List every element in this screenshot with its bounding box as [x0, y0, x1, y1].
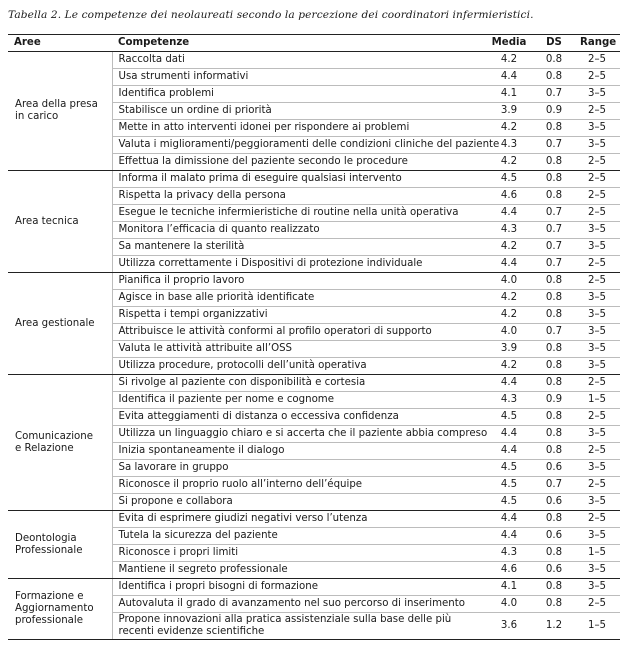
media-cell: 4.5: [484, 494, 534, 511]
range-cell: 3–5: [574, 307, 620, 324]
competence-cell: Utilizza un linguaggio chiaro e si accerta che il paziente abbia compreso: [112, 426, 484, 443]
competence-table: [8, 34, 620, 640]
table-row: [8, 511, 620, 528]
ds-cell: 0.8: [534, 511, 574, 528]
competence-cell: Evita atteggiamenti di distanza o eccessiva confidenza: [112, 409, 484, 426]
competence-cell: Mantiene il segreto professionale: [112, 562, 484, 579]
ds-cell: 0.8: [534, 409, 574, 426]
competence-cell: Raccolta dati: [112, 52, 484, 69]
media-cell: 4.2: [484, 290, 534, 307]
media-cell: 3.9: [484, 103, 534, 120]
ds-cell: 0.9: [534, 103, 574, 120]
competence-cell: Tutela la sicurezza del paziente: [112, 528, 484, 545]
competence-cell: Identifica il paziente per nome e cognome: [112, 392, 484, 409]
range-cell: 3–5: [574, 222, 620, 239]
ds-cell: 0.8: [534, 596, 574, 613]
area-label: Deontologia Professionale: [8, 511, 112, 579]
media-cell: 4.4: [484, 528, 534, 545]
media-cell: 4.2: [484, 307, 534, 324]
media-cell: 4.0: [484, 324, 534, 341]
range-cell: 3–5: [574, 239, 620, 256]
media-cell: 4.5: [484, 171, 534, 188]
ds-cell: 0.8: [534, 545, 574, 562]
range-cell: 2–5: [574, 205, 620, 222]
range-cell: 3–5: [574, 341, 620, 358]
media-cell: 4.4: [484, 256, 534, 273]
ds-cell: 0.8: [534, 290, 574, 307]
ds-cell: 0.7: [534, 324, 574, 341]
header-media: Media: [484, 35, 534, 52]
ds-cell: 0.7: [534, 239, 574, 256]
range-cell: 2–5: [574, 511, 620, 528]
competence-cell: Propone innovazioni alla pratica assistenziale sulla base delle più recenti evidenze scientifiche: [112, 613, 484, 640]
competence-cell: Riconosce i propri limiti: [112, 545, 484, 562]
ds-cell: 1.2: [534, 613, 574, 640]
media-cell: 3.9: [484, 341, 534, 358]
competence-cell: Inizia spontaneamente il dialogo: [112, 443, 484, 460]
table-body: [8, 52, 620, 640]
media-cell: 4.2: [484, 154, 534, 171]
media-cell: 4.3: [484, 392, 534, 409]
ds-cell: 0.6: [534, 460, 574, 477]
media-cell: 4.4: [484, 511, 534, 528]
range-cell: 2–5: [574, 69, 620, 86]
competence-cell: Informa il malato prima di eseguire qualsiasi intervento: [112, 171, 484, 188]
table-caption: Tabella 2. Le competenze dei neolaureati secondo la percezione dei coordinatori infermieristici.: [8, 9, 534, 21]
competence-cell: Sa lavorare in gruppo: [112, 460, 484, 477]
competence-cell: Valuta i miglioramenti/peggioramenti delle condizioni cliniche del paziente: [112, 137, 484, 154]
media-cell: 4.4: [484, 426, 534, 443]
range-cell: 3–5: [574, 494, 620, 511]
range-cell: 1–5: [574, 613, 620, 640]
range-cell: 3–5: [574, 358, 620, 375]
competence-cell: Identifica i propri bisogni di formazione: [112, 579, 484, 596]
header-aree: Aree: [8, 35, 112, 52]
range-cell: 2–5: [574, 103, 620, 120]
header-range: Range: [574, 35, 620, 52]
competence-cell: Pianifica il proprio lavoro: [112, 273, 484, 290]
ds-cell: 0.8: [534, 273, 574, 290]
media-cell: 4.3: [484, 137, 534, 154]
area-label: Area della presa in carico: [8, 52, 112, 171]
media-cell: 4.5: [484, 409, 534, 426]
header-ds: DS: [534, 35, 574, 52]
ds-cell: 0.8: [534, 120, 574, 137]
competence-cell: Riconosce il proprio ruolo all’interno dell’équipe: [112, 477, 484, 494]
media-cell: 4.6: [484, 188, 534, 205]
header-competenze: Competenze: [112, 35, 484, 52]
media-cell: 4.0: [484, 596, 534, 613]
table-row: [8, 579, 620, 596]
media-cell: 4.2: [484, 52, 534, 69]
ds-cell: 0.8: [534, 52, 574, 69]
competence-cell: Valuta le attività attribuite all’OSS: [112, 341, 484, 358]
ds-cell: 0.8: [534, 341, 574, 358]
media-cell: 4.1: [484, 86, 534, 103]
competence-cell: Usa strumenti informativi: [112, 69, 484, 86]
competence-cell: Mette in atto interventi idonei per rispondere ai problemi: [112, 120, 484, 137]
range-cell: 3–5: [574, 460, 620, 477]
competence-cell: Evita di esprimere giudizi negativi verso l’utenza: [112, 511, 484, 528]
ds-cell: 0.8: [534, 358, 574, 375]
competence-cell: Si rivolge al paziente con disponibilità e cortesia: [112, 375, 484, 392]
range-cell: 3–5: [574, 562, 620, 579]
media-cell: 4.2: [484, 239, 534, 256]
ds-cell: 0.7: [534, 256, 574, 273]
competence-cell: Autovaluta il grado di avanzamento nel suo percorso di inserimento: [112, 596, 484, 613]
range-cell: 3–5: [574, 324, 620, 341]
ds-cell: 0.9: [534, 392, 574, 409]
area-label: Formazione e Aggiornamento professionale: [8, 579, 112, 640]
media-cell: 4.1: [484, 579, 534, 596]
ds-cell: 0.8: [534, 171, 574, 188]
competence-cell: Attribuisce le attività conformi al profilo operatori di supporto: [112, 324, 484, 341]
media-cell: 4.5: [484, 460, 534, 477]
competence-cell: Effettua la dimissione del paziente secondo le procedure: [112, 154, 484, 171]
media-cell: 4.3: [484, 545, 534, 562]
range-cell: 2–5: [574, 409, 620, 426]
ds-cell: 0.6: [534, 494, 574, 511]
range-cell: 3–5: [574, 290, 620, 307]
competence-cell: Rispetta la privacy della persona: [112, 188, 484, 205]
ds-cell: 0.8: [534, 69, 574, 86]
competence-cell: Identifica problemi: [112, 86, 484, 103]
competence-cell: Stabilisce un ordine di priorità: [112, 103, 484, 120]
range-cell: 2–5: [574, 188, 620, 205]
range-cell: 2–5: [574, 256, 620, 273]
media-cell: 4.6: [484, 562, 534, 579]
ds-cell: 0.8: [534, 426, 574, 443]
ds-cell: 0.7: [534, 222, 574, 239]
ds-cell: 0.8: [534, 375, 574, 392]
media-cell: 4.2: [484, 358, 534, 375]
ds-cell: 0.7: [534, 137, 574, 154]
competence-cell: Agisce in base alle priorità identificate: [112, 290, 484, 307]
media-cell: 4.4: [484, 205, 534, 222]
ds-cell: 0.7: [534, 205, 574, 222]
range-cell: 2–5: [574, 443, 620, 460]
table-row: [8, 52, 620, 69]
area-label: Area gestionale: [8, 273, 112, 375]
ds-cell: 0.8: [534, 443, 574, 460]
ds-cell: 0.8: [534, 307, 574, 324]
range-cell: 3–5: [574, 137, 620, 154]
range-cell: 2–5: [574, 596, 620, 613]
ds-cell: 0.8: [534, 579, 574, 596]
competence-cell: Utilizza correttamente i Dispositivi di protezione individuale: [112, 256, 484, 273]
range-cell: 3–5: [574, 528, 620, 545]
range-cell: 3–5: [574, 120, 620, 137]
range-cell: 2–5: [574, 154, 620, 171]
media-cell: 4.2: [484, 120, 534, 137]
range-cell: 2–5: [574, 477, 620, 494]
range-cell: 1–5: [574, 392, 620, 409]
header-row: [8, 35, 620, 52]
range-cell: 2–5: [574, 171, 620, 188]
ds-cell: 0.8: [534, 188, 574, 205]
area-label: Comunicazione e Relazione: [8, 375, 112, 511]
media-cell: 4.4: [484, 69, 534, 86]
media-cell: 4.4: [484, 443, 534, 460]
range-cell: 3–5: [574, 86, 620, 103]
competence-cell: Sa mantenere la sterilità: [112, 239, 484, 256]
range-cell: 2–5: [574, 273, 620, 290]
ds-cell: 0.7: [534, 477, 574, 494]
competence-cell: Utilizza procedure, protocolli dell’unità operativa: [112, 358, 484, 375]
table-row: [8, 375, 620, 392]
ds-cell: 0.6: [534, 528, 574, 545]
ds-cell: 0.6: [534, 562, 574, 579]
media-cell: 4.4: [484, 375, 534, 392]
competence-cell: Monitora l’efficacia di quanto realizzato: [112, 222, 484, 239]
media-cell: 4.5: [484, 477, 534, 494]
competence-cell: Si propone e collabora: [112, 494, 484, 511]
media-cell: 4.0: [484, 273, 534, 290]
range-cell: 2–5: [574, 52, 620, 69]
media-cell: 4.3: [484, 222, 534, 239]
ds-cell: 0.8: [534, 154, 574, 171]
area-label: Area tecnica: [8, 171, 112, 273]
table-row: [8, 273, 620, 290]
media-cell: 3.6: [484, 613, 534, 640]
competence-cell: Rispetta i tempi organizzativi: [112, 307, 484, 324]
ds-cell: 0.7: [534, 86, 574, 103]
range-cell: 3–5: [574, 426, 620, 443]
range-cell: 1–5: [574, 545, 620, 562]
table-row: [8, 171, 620, 188]
range-cell: 2–5: [574, 375, 620, 392]
competence-cell: Esegue le tecniche infermieristiche di routine nella unità operativa: [112, 205, 484, 222]
range-cell: 3–5: [574, 579, 620, 596]
